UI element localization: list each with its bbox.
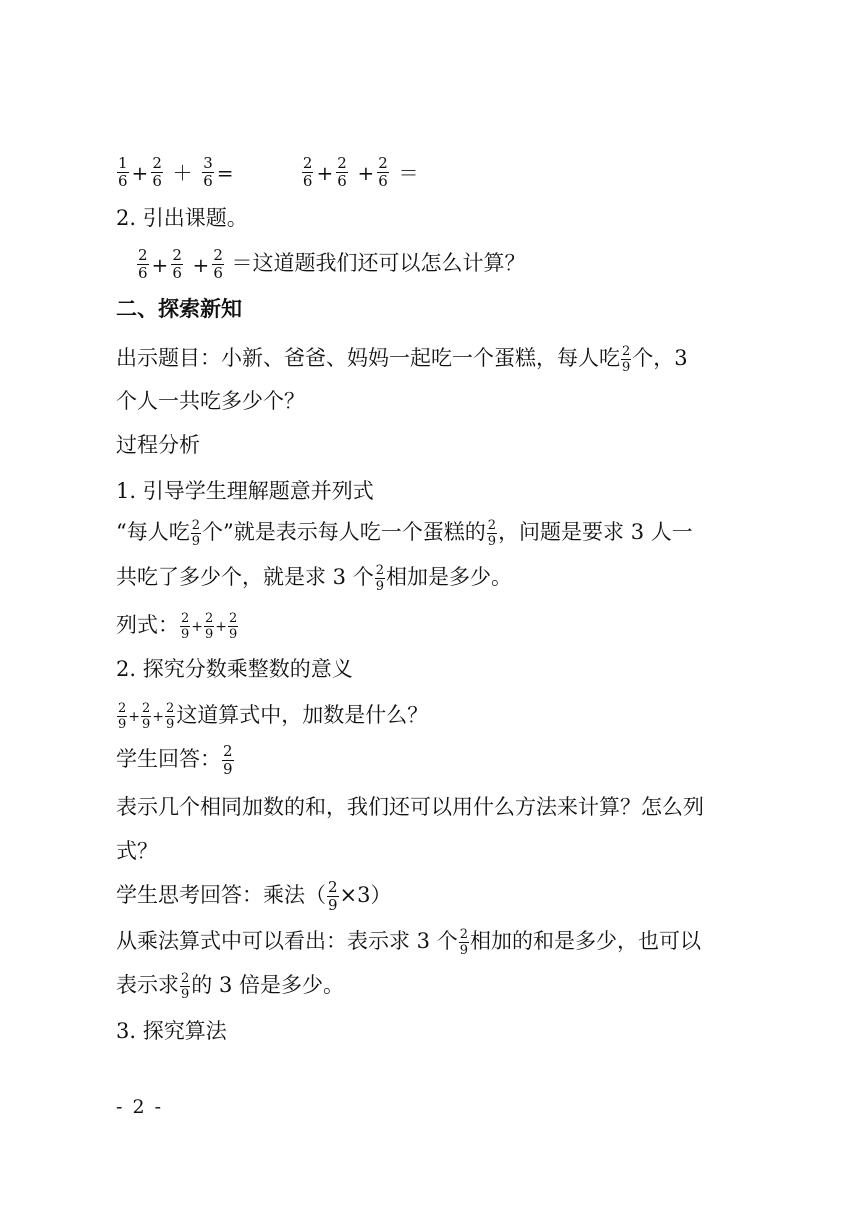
fraction: $\frac{3}{6}$ — [203, 154, 213, 190]
fraction: $\frac{2}{9}$ — [181, 971, 190, 1002]
paragraph-line-2: 式？ — [116, 839, 158, 863]
fraction: $\frac{2}{6}$ — [172, 246, 182, 282]
formula-line: 列式： $\frac{2}{9}$ + $\frac{2}{9}$ + $\frac{2}{9}$ — [116, 611, 238, 642]
expression-question: $\frac{2}{6}$ + $\frac{2}{6}$ + $\frac{2}{6}$ ＝这道题我们还可以怎么计算？ — [138, 246, 526, 282]
explanation-line-2: 共吃了多少个，就是求 3 个 $\frac{2}{9}$ 相加是多少。 — [116, 563, 512, 594]
section-title: 二、探索新知 — [116, 296, 242, 321]
fraction: $\frac{2}{9}$ — [487, 518, 497, 549]
process-heading: 过程分析 — [116, 433, 200, 457]
fraction: $\frac{1}{6}$ — [118, 154, 128, 190]
fraction: $\frac{2}{9}$ — [328, 878, 338, 914]
fraction: $\frac{2}{6}$ — [378, 154, 388, 190]
fraction: $\frac{2}{9}$ — [205, 611, 214, 642]
step-3: 3. 探究算法 — [116, 1019, 227, 1043]
fraction: $\frac{2}{9}$ — [181, 611, 190, 642]
fraction: $\frac{2}{9}$ — [459, 927, 468, 958]
fraction: $\frac{2}{9}$ — [142, 701, 151, 732]
fraction: $\frac{2}{6}$ — [213, 246, 223, 282]
fraction: $\frac{2}{9}$ — [375, 563, 384, 594]
fraction: $\frac{2}{9}$ — [166, 701, 175, 732]
problem-line-2: 个人一共吃多少个？ — [116, 389, 305, 413]
expression-row: $\frac{1}{6}$ + $\frac{2}{6}$ ＋ $\frac{3}{6}$ = $\frac{2}{6}$ + $\frac{2}{6}$ + $\frac{2}{6}$ ＝ — [118, 154, 419, 190]
question-line: $\frac{2}{9}$ + $\frac{2}{9}$ + $\frac{2}{9}$ 这道算式中，加数是什么？ — [118, 701, 429, 732]
step-2: 2. 探究分数乘整数的意义 — [116, 657, 353, 681]
page-number: - 2 - — [116, 1096, 164, 1118]
fraction: $\frac{2}{9}$ — [118, 701, 127, 732]
conclusion-line-2: 表示求 $\frac{2}{9}$ 的 3 倍是多少。 — [116, 971, 344, 1002]
fraction: $\frac{2}{9}$ — [622, 344, 631, 375]
intro-line: 2. 引出课题。 — [116, 206, 248, 230]
conclusion-line-1: 从乘法算式中可以看出：表示求 3 个 $\frac{2}{9}$ 相加的和是多少，也可以 — [116, 927, 701, 958]
fraction: $\frac{2}{6}$ — [138, 246, 148, 282]
fraction: $\frac{2}{9}$ — [191, 518, 201, 549]
explanation-line-1: “每人吃 $\frac{2}{9}$ 个”就是表示每人吃一个蛋糕的 $\frac{2}{9}$ ，问题是要求 3 人一 — [116, 518, 693, 549]
fraction: $\frac{2}{6}$ — [152, 154, 162, 190]
fraction: $\frac{2}{6}$ — [302, 154, 313, 190]
fraction: $\frac{2}{9}$ — [229, 611, 238, 642]
answer-line: 学生回答： $\frac{2}{9}$ — [116, 742, 233, 778]
problem-line-1: 出示题目：小新、爸爸、妈妈一起吃一个蛋糕，每人吃 $\frac{2}{9}$ 个，3 — [116, 344, 688, 375]
think-line: 学生思考回答：乘法（ $\frac{2}{9}$ ×3） — [116, 878, 392, 914]
paragraph-line-1: 表示几个相同加数的和，我们还可以用什么方法来计算？怎么列 — [116, 795, 704, 819]
fraction: $\frac{2}{6}$ — [337, 154, 347, 190]
step-1: 1. 引导学生理解题意并列式 — [116, 479, 374, 503]
fraction: $\frac{2}{9}$ — [223, 742, 233, 778]
